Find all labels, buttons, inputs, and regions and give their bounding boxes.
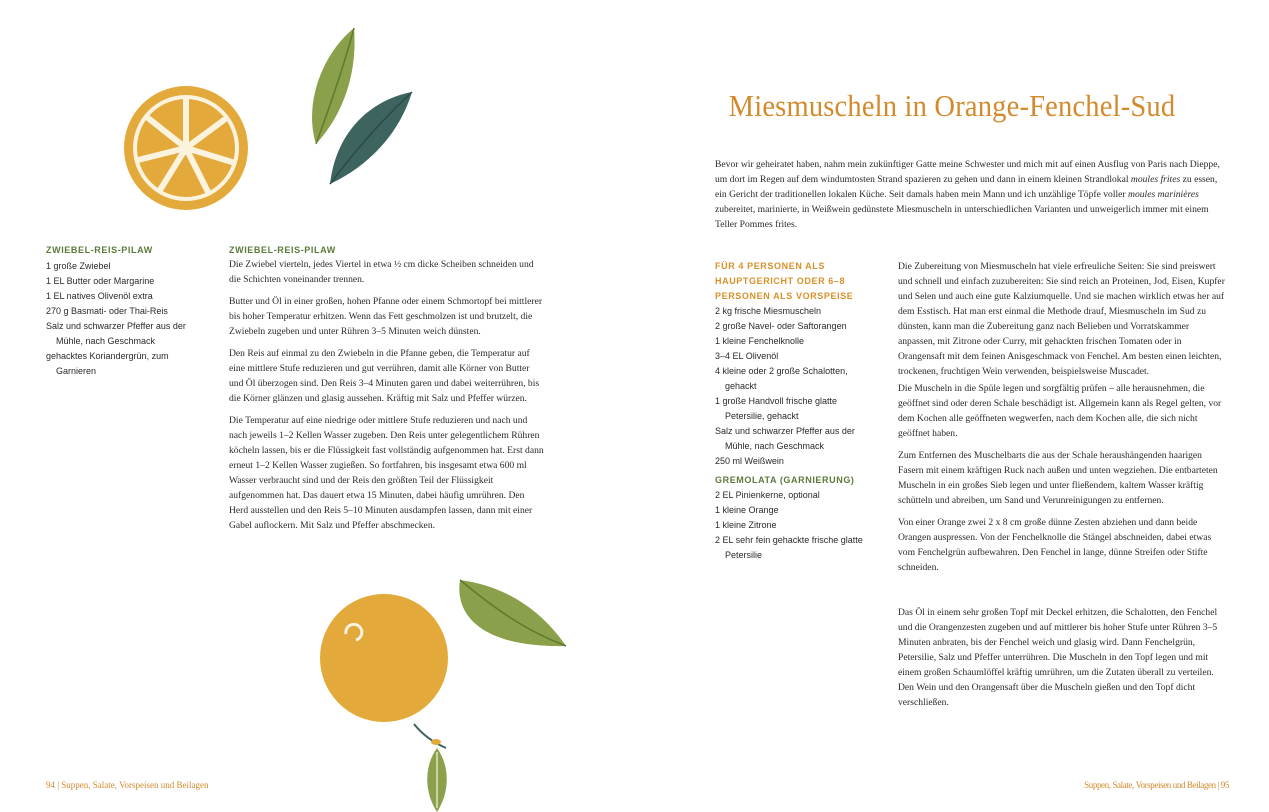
intro-emphasis: moules frites [1130, 174, 1181, 185]
list-item: gehacktes Koriandergrün, zum Garnieren [46, 351, 169, 376]
list-item: 2 große Navel- oder Saftorangen [715, 321, 847, 331]
list-item: Salz und schwarzer Pfeffer aus der Mühle, nach Geschmack [715, 426, 855, 451]
list-item: 270 g Basmati- oder Thai-Reis [46, 306, 168, 316]
list-item: 1 kleine Orange [715, 505, 779, 515]
servings-heading: FÜR 4 PERSONEN ALS HAUPTGERICHT ODER 6–8 PERSONEN ALS VORSPEISE [715, 261, 854, 301]
page-footer: 94 | Suppen, Salate, Vorspeisen und Beilagen [46, 780, 209, 790]
intro-emphasis: moules marinières [1128, 189, 1199, 200]
list-item: 2 EL Pinienkerne, optional [715, 490, 820, 500]
list-item: 2 EL sehr fein gehackte frische glatte Petersilie [715, 535, 863, 560]
pilaw-method [229, 243, 545, 540]
ingredients-heading: ZWIEBEL-REIS-PILAW [46, 245, 153, 255]
leaves-icon [300, 26, 415, 188]
list-item: Salz und schwarzer Pfeffer aus der Mühle, nach Geschmack [46, 321, 186, 346]
gremolata-heading: GREMOLATA (GARNIERUNG) [715, 475, 855, 485]
list-item: 1 kleine Fenchelknolle [715, 336, 805, 346]
list-item: 3–4 EL Olivenöl [715, 351, 779, 361]
recipe-intro [715, 157, 1227, 232]
method-paragraph: Die Zwiebel vierteln, jedes Viertel in etwa ½ cm dicke Scheiben schneiden und die Schichten voneinander trennen. [229, 259, 534, 285]
method-paragraph: Zum Entfernen des Muschelbarts die aus der Schale heraushängenden haarigen Fasern mit einem kräftigen Ruck nach außen und unten wegziehen. Die entbarteten Muscheln in ein großes Sieb legen und unter fließendem, kaltem Wasser kräftig schütteln und abreiben, um Sand und Verunreinigungen zu entfernen. [898, 450, 1218, 506]
list-item: 2 kg frische Miesmuscheln [715, 306, 822, 316]
ingredient-list [715, 304, 875, 469]
ingredient-list [46, 259, 206, 379]
method-paragraph: Die Zubereitung von Miesmuscheln hat viele erfreuliche Seiten: Sie sind preiswert und schnell und einfach zuzubereiten: Sie sind reich an Proteinen, Jod, Eisen, Kupfer und Selen und auch eine gute Kalziumquelle. Und sie machen wirklich etwas her auf dem Esstisch. Hat man erst einmal die Methode drauf, Miesmuscheln im Sud zu dünsten, kann man die Zubereitung ganz nach Belieben und Vorratskammer anpassen, mit Zitrone oder Curry, mit gehackten frischen Tomaten oder in Orangensaft mit dem feinen Anisgeschmack von Fenchel. Am besten einen leichten, trockenen, fruchtigen Wein verwenden, beispielsweise Muscadet. [898, 261, 1225, 377]
mussel-ingredients [715, 259, 875, 563]
method-paragraph: Von einer Orange zwei 2 x 8 cm große dünne Zesten abziehen und dann beide Orangen auspressen. Von der Fenchelknolle die Stängel abschneiden, dabei etwas vom Fenchelgrün aufbewahren. Den Fenchel in lange, dünne Streifen oder Stifte schneiden. [898, 517, 1212, 573]
intro-text: zu essen, ein Gericht der traditionellen lokalen Küche. Seit damals haben mein Mann und ich unzählige Töpfe voller [715, 174, 1218, 200]
list-item: 1 große Handvoll frische glatte Petersilie, gehackt [715, 396, 838, 421]
right-page [635, 0, 1269, 812]
method-paragraph: Den Reis auf einmal zu den Zwiebeln in die Pfanne geben, die Temperatur auf eine mittlere Stufe reduzieren und gut verrühren, damit alle Körner von Butter und Öl überzogen sind. Den Reis 3–4 Minuten garen und dabei weiterrühren, bis die Körner glänzen und glasig aussehen. Kräftig mit Salz und Pfeffer würzen. [229, 348, 540, 404]
list-item: 1 große Zwiebel [46, 261, 111, 271]
orange-slice-icon [120, 82, 252, 214]
small-leaf-icon [424, 748, 450, 812]
page-footer: Suppen, Salate, Vorspeisen und Beilagen | 95 [1084, 780, 1229, 790]
list-item: 250 ml Weißwein [715, 456, 784, 466]
method-heading: ZWIEBEL-REIS-PILAW [229, 245, 336, 255]
list-item: 1 kleine Zitrone [715, 520, 777, 530]
pilaw-ingredients [46, 243, 206, 379]
left-page [0, 0, 634, 812]
intro-text: zubereitet, marinierte, in Weißwein gedünstete Miesmuscheln in unterschiedlichen Varianten und unweigerlich immer mit einem Teller Pommes frites. [715, 204, 1209, 230]
method-paragraph: Das Öl in einem sehr großen Topf mit Deckel erhitzen, die Schalotten, den Fenchel und die Orangenzesten zugeben und auf mittlerer bis hoher Stufe unter Rühren 3–5 Minuten anbraten, bis der Fenchel weich und glasig wird. Dann Fenchelgrün, Petersilie, Salz und Pfeffer unterrühren. Die Muscheln in den Topf legen und mit einem großen Schaumlöffel kräftig umrühren, um die Zutaten überall zu verteilen. Den Wein und den Orangensaft über die Muscheln gießen und den Topf dicht verschließen. [898, 607, 1218, 708]
list-item: 1 EL natives Olivenöl extra [46, 291, 153, 301]
gremolata-list [715, 488, 875, 563]
mussel-method [898, 259, 1228, 717]
method-paragraph: Butter und Öl in einer großen, hohen Pfanne oder einem Schmortopf bei mittlerer bis hoher Temperatur erhitzen. Wenn das Fett geschmolzen ist und brutzelt, die Zwiebeln zugeben und unter Rühren 3–5 Minuten weich dünsten. [229, 296, 543, 337]
intro-text: Bevor wir geheiratet haben, nahm mein zukünftiger Gatte meine Schwester und mich mit auf einen Ausflug von Paris nach Dieppe, um dort im Regen auf dem windumtosten Strand spazieren zu gehen und dann in einem kleinen Strandlokal [715, 159, 1220, 185]
list-item: 4 kleine oder 2 große Schalotten, gehackt [715, 366, 848, 391]
list-item: 1 EL Butter oder Margarine [46, 276, 155, 286]
recipe-title: Miesmuscheln in Orange-Fenchel-Sud [728, 88, 1176, 123]
method-paragraph: Die Temperatur auf eine niedrige oder mittlere Stufe reduzieren und nach und nach jeweils 1–2 Kellen Wasser zugeben. Den Reis unter gelegentlichem Rühren köcheln lassen, bis er die Flüssigkeit fast vollständig aufgenommen hat. Erst dann erneut 1–2 Kellen Wasser zugießen. So fortfahren, bis insgesamt etwa 600 ml Wasser verbraucht sind und der Reis den größten Teil der Flüssigkeit aufgenommen hat. Das dauert etwa 15 Minuten, dabei häufig umrühren. Den Herd ausstellen und den Reis 5–10 Minuten ausdampfen lassen, dann mit einer Gabel auflockern. Mit Salz und Pfeffer abschmecken. [229, 415, 544, 531]
method-paragraph: Die Muscheln in die Spüle legen und sorgfältig prüfen – alle herausnehmen, die geöffnet sind oder deren Schale beschädigt ist. Allgemein kann als Regel gelten, vor dem Kochen alle geöffneten wegwerfen, nach dem Kochen alle, die sich nicht geöffnet haben. [898, 383, 1222, 439]
